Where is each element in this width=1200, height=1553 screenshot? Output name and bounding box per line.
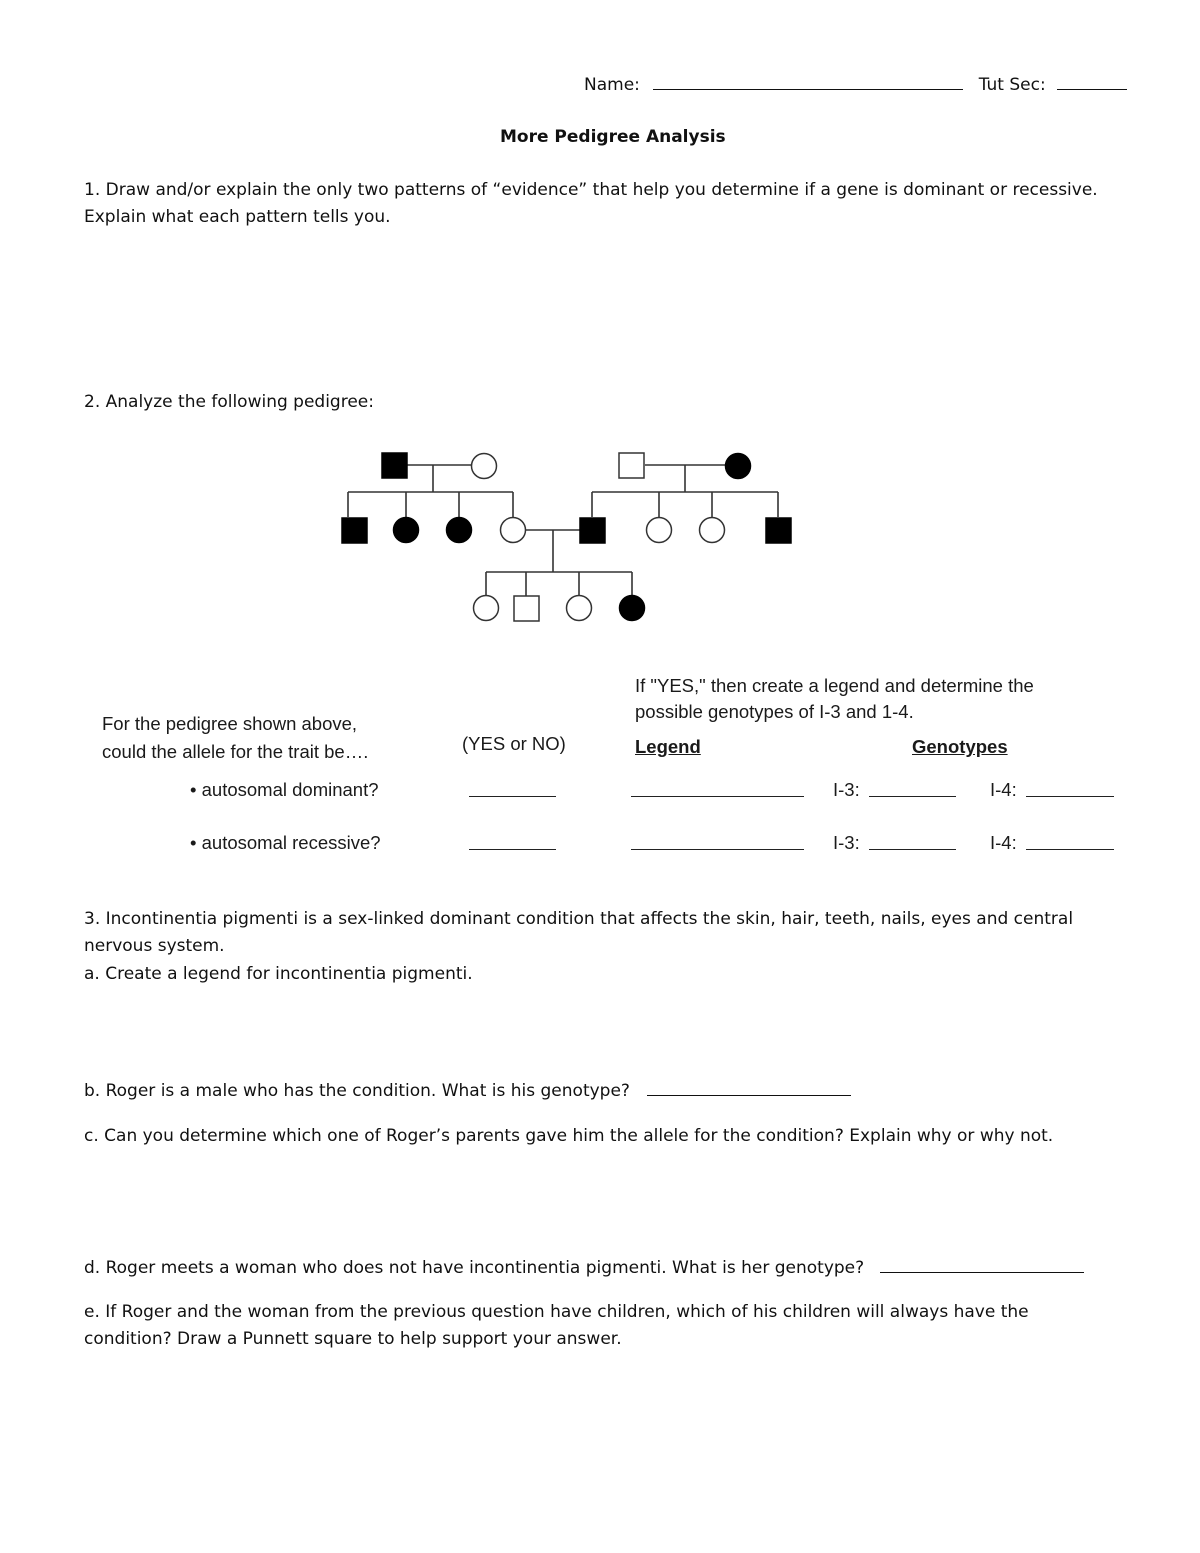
legend-answer-field[interactable] — [631, 849, 804, 850]
unaffected-female-symbol — [474, 596, 499, 621]
affected-female-symbol — [394, 518, 419, 543]
q2-text: Analyze the following pedigree: — [105, 392, 374, 412]
affected-male-symbol — [580, 518, 605, 543]
name-label: Name: — [584, 75, 640, 95]
i4-answer-field[interactable] — [1026, 796, 1114, 797]
row-label: autosomal recessive? — [201, 832, 381, 853]
i3-label: I-3: — [833, 832, 860, 853]
yes-no-answer-field[interactable] — [469, 796, 556, 797]
affected-male-symbol — [382, 453, 407, 478]
q1-line2: Explain what each pattern tells you. — [84, 207, 391, 227]
name-field[interactable] — [653, 71, 963, 90]
q3d-text: d. Roger meets a woman who does not have incontinentia pigmenti. What is her genotype? — [84, 1258, 865, 1278]
pedigree-diagram — [330, 440, 810, 640]
q3d-answer-field[interactable] — [880, 1254, 1084, 1273]
unaffected-male-symbol — [514, 596, 539, 621]
i4-answer-field[interactable] — [1026, 849, 1114, 850]
table-intro-line2: could the allele for the trait be…. — [102, 741, 369, 762]
q3-line2: nervous system. — [84, 936, 225, 956]
if-yes-line2: possible genotypes of I-3 and 1-4. — [635, 701, 914, 722]
legend-header: Legend — [635, 736, 701, 757]
q3a-text: a. Create a legend for incontinentia pigmenti. — [84, 964, 473, 984]
q3e-line2: condition? Draw a Punnett square to help support your answer. — [84, 1329, 622, 1349]
row-autosomal-recessive-label — [190, 829, 381, 857]
q3-number: 3. — [84, 909, 101, 929]
page-title: More Pedigree Analysis — [500, 127, 726, 147]
bullet: • — [190, 832, 197, 853]
if-yes-line1: If "YES," then create a legend and determine the — [635, 675, 1034, 696]
q1-line1 — [84, 177, 1098, 204]
name-row — [584, 71, 1127, 99]
q3c-text: c. Can you determine which one of Roger’s parents gave him the allele for the condition? Explain why or why not. — [84, 1126, 1054, 1146]
q3d-line — [84, 1254, 1084, 1282]
tut-sec-field[interactable] — [1057, 71, 1127, 90]
q1-number: 1. — [84, 180, 101, 200]
bullet: • — [190, 779, 197, 800]
legend-answer-field[interactable] — [631, 796, 804, 797]
row-autosomal-dominant-label — [190, 776, 379, 804]
affected-male-symbol — [342, 518, 367, 543]
i3-answer-field[interactable] — [869, 796, 956, 797]
q2-line — [84, 389, 374, 416]
i3-answer-field[interactable] — [869, 849, 956, 850]
i4-label: I-4: — [990, 779, 1017, 800]
affected-female-symbol — [620, 596, 645, 621]
q3-line1 — [84, 906, 1073, 933]
q3b-line — [84, 1077, 851, 1105]
yes-no-answer-field[interactable] — [469, 849, 556, 850]
row-label: autosomal dominant? — [201, 779, 379, 800]
q2-number: 2. — [84, 392, 101, 412]
unaffected-female-symbol — [567, 596, 592, 621]
unaffected-male-symbol — [619, 453, 644, 478]
q3e-line1: e. If Roger and the woman from the previous question have children, which of his children will always have the — [84, 1302, 1029, 1322]
unaffected-female-symbol — [647, 518, 672, 543]
q3b-text: b. Roger is a male who has the condition. What is his genotype? — [84, 1081, 630, 1101]
table-intro-line1: For the pedigree shown above, — [102, 713, 358, 734]
unaffected-female-symbol — [700, 518, 725, 543]
q1-text: Draw and/or explain the only two patterns of “evidence” that help you determine if a gene is dominant or recessive. — [105, 180, 1098, 200]
unaffected-female-symbol — [501, 518, 526, 543]
q3b-answer-field[interactable] — [647, 1077, 851, 1096]
i3-label: I-3: — [833, 779, 860, 800]
i4-label: I-4: — [990, 832, 1017, 853]
yes-no-header: (YES or NO) — [462, 733, 566, 754]
affected-female-symbol — [447, 518, 472, 543]
affected-female-symbol — [726, 454, 751, 479]
unaffected-female-symbol — [472, 454, 497, 479]
genotypes-header: Genotypes — [912, 736, 1008, 757]
q3-text: Incontinentia pigmenti is a sex-linked dominant condition that affects the skin, hair, teeth, nails, eyes and central — [105, 909, 1074, 929]
tut-sec-label: Tut Sec: — [978, 75, 1046, 95]
affected-male-symbol — [766, 518, 791, 543]
